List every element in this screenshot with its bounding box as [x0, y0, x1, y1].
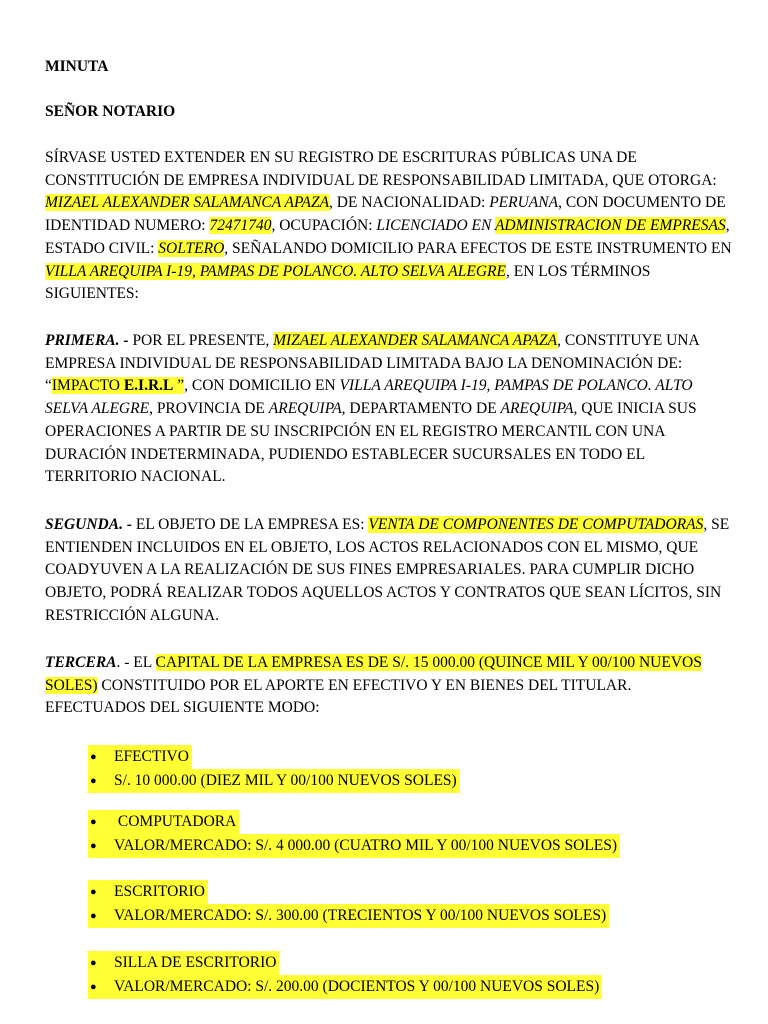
list-item: ● VALOR/MERCADO: S/. 300.00 (TRECIENTOS Y 00/100 NUEVOS SOLES)	[88, 904, 609, 928]
intro-paragraph: SÍRVASE USTED EXTENDER EN SU REGISTRO DE ESCRITURAS PÚBLICAS UNA DE CONSTITUCIÓN DE EMPRESA INDIVIDUAL DE RESPONSABILIDAD LIMITADA, QUE OTORGA: MIZAEL ALEXANDER SALAMANCA APAZA, DE NACIONALIDAD: PERUANA, CON DOCUMENTO DE IDENTIDAD NUMERO: 72471740, OCUPACIÓN: LICENCIADO EN ADMINISTRACION DE EMPRESAS, ESTADO CIVIL: SOLTERO, SEÑALANDO DOMICILIO PARA EFECTOS DE ESTE INSTRUMENTO EN VILLA AREQUIPA I-19, PAMPAS DE POLANCO. ALTO SELVA ALEGRE, EN LOS TÉRMINOS SIGUIENTES:	[45, 149, 732, 303]
clause-label: PRIMERA. -	[45, 332, 129, 349]
nationality: PERUANA	[489, 194, 559, 212]
clause-tercera: TERCERA. - EL CAPITAL DE LA EMPRESA ES DE S/. 15 000.00 (QUINCE MIL Y 00/100 NUEVOS SOLES) CONSTITUIDO POR EL APORTE EN EFECTIVO Y EN BIENES DEL TITULAR. EFECTUADOS DEL SIGUIENTE MODO:	[45, 654, 702, 717]
business-object: VENTA DE COMPONENTES DE COMPUTADORAS	[368, 516, 704, 533]
bullet-icon: ●	[90, 774, 97, 787]
list-item: ● EFECTIVO	[88, 745, 460, 769]
grantor-name: MIZAEL ALEXANDER SALAMANCA APAZA	[273, 332, 558, 349]
bullet-icon: ●	[90, 886, 97, 898]
bullet-icon: ●	[90, 839, 97, 852]
occupation: ADMINISTRACION DE EMPRESAS	[494, 217, 726, 235]
asset-list-computadora	[88, 810, 620, 857]
bullet-icon: ●	[90, 980, 97, 993]
bullet-icon: ●	[90, 909, 97, 922]
bullet-icon: ●	[90, 957, 97, 969]
civil-status: SOLTERO	[158, 239, 225, 257]
list-item: ● COMPUTADORA	[88, 810, 620, 834]
bullet-icon: ●	[90, 816, 97, 828]
clause-label: SEGUNDA. -	[45, 516, 132, 533]
address: VILLA AREQUIPA I-19, PAMPAS DE POLANCO. ALTO SELVA ALEGRE	[45, 262, 506, 280]
list-item: ● S/. 10 000.00 (DIEZ MIL Y 00/100 NUEVOS SOLES)	[88, 769, 460, 793]
clause-primera: PRIMERA. - POR EL PRESENTE, MIZAEL ALEXANDER SALAMANCA APAZA, CONSTITUYE UNA EMPRESA INDIVIDUAL DE RESPONSABILIDAD LIMITADA BAJO LA DENOMINACIÓN DE: “IMPACTO E.I.R.L ”, CON DOMICILIO EN VILLA AREQUIPA I-19, PAMPAS DE POLANCO. ALTO SELVA ALEGRE, PROVINCIA DE AREQUIPA, DEPARTAMENTO DE AREQUIPA, QUE INICIA SUS OPERACIONES A PARTIR DE SU INSCRIPCIÓN EN EL REGISTRO MERCANTIL CON UNA DURACIÓN INDETERMINADA, PUDIENDO ESTABLECER SUCURSALES EN TODO EL TERRITORIO NACIONAL.	[45, 332, 699, 486]
asset-list-efectivo	[88, 745, 460, 792]
list-item: ● ESCRITORIO	[88, 880, 609, 904]
id-number: 72471740	[209, 217, 272, 235]
list-item: ● VALOR/MERCADO: S/. 4 000.00 (CUATRO MIL Y 00/100 NUEVOS SOLES)	[88, 834, 620, 858]
company-name: IMPACTO E.I.R.L ”	[51, 377, 185, 395]
grantor-name: MIZAEL ALEXANDER SALAMANCA APAZA	[45, 194, 330, 212]
clause-label: TERCERA	[45, 654, 117, 671]
asset-list-silla	[88, 951, 602, 998]
bullet-icon: ●	[90, 751, 97, 763]
clause-segunda: SEGUNDA. - EL OBJETO DE LA EMPRESA ES: VENTA DE COMPONENTES DE COMPUTADORAS, SE ENTIENDEN INCLUIDOS EN EL OBJETO, LOS ACTOS RELACIONADOS CON EL MISMO, QUE COADYUVEN A LA REALIZACIÓN DE SUS FINES EMPRESARIALES. PARA CUMPLIR DICHO OBJETO, PODRÁ REALIZAR TODOS AQUELLOS ACTOS Y CONTRATOS QUE SEAN LÍCITOS, SIN RESTRICCIÓN ALGUNA.	[45, 516, 730, 624]
list-item: ● SILLA DE ESCRITORIO	[88, 951, 602, 975]
asset-list-escritorio	[88, 880, 609, 927]
list-item: ● VALOR/MERCADO: S/. 200.00 (DOCIENTOS Y 00/100 NUEVOS SOLES)	[88, 975, 602, 999]
heading-minuta: MINUTA	[45, 58, 109, 75]
heading-senor-notario: SEÑOR NOTARIO	[45, 103, 176, 120]
capital-amount: CAPITAL DE LA EMPRESA ES DE S/. 15 000.00 (QUINCE MIL Y 00/100 NUEVOS SOLES)	[45, 654, 702, 694]
